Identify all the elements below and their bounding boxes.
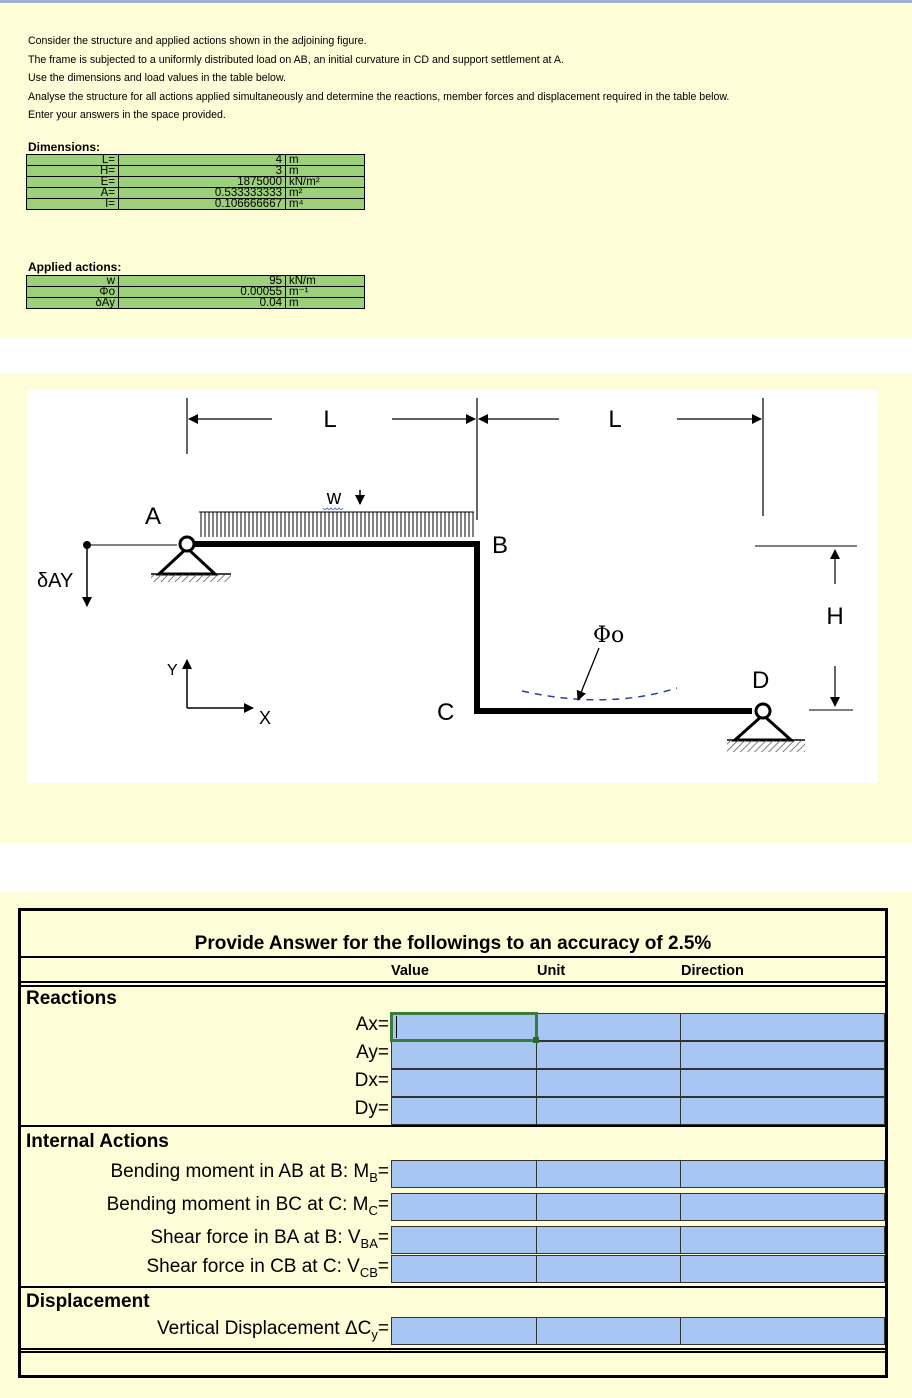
col-value-header: Value [391,963,429,979]
curvature-arrow-icon [578,648,599,700]
label-vba [150,1227,389,1251]
ay-value-cell[interactable] [391,1041,537,1069]
group-internal: Internal Actions [26,1131,169,1152]
dim-value[interactable]: 1875000 [119,177,286,188]
dim-unit: m⁴ [286,199,365,210]
fill-handle[interactable] [533,1037,539,1043]
label-ax: Ax= [355,1014,389,1035]
act-label: Φo [27,287,119,298]
dim-value[interactable]: 0.106666667 [119,199,286,210]
label-vcb-sub: CB [359,1264,378,1280]
node-B-label: B [492,532,509,559]
act-unit: kN/m [286,276,365,287]
vcb-unit-cell[interactable] [536,1255,681,1283]
act-value[interactable]: 0.04 [119,298,286,309]
dim-unit: kN/m² [286,177,365,188]
dy-direction-cell[interactable] [680,1097,885,1125]
label-vba-sub: BA [360,1235,378,1251]
label-vcb-text: Shear force in CB at C: V [146,1256,360,1277]
label-dcy-eq: = [377,1318,389,1339]
group-reactions: Reactions [26,988,117,1009]
frame-svg [27,390,878,783]
dx-unit-cell[interactable] [536,1069,681,1097]
dim-label: L= [27,155,119,166]
intro-line: Analyse the structure for all actions applied simultaneously and determine the reactions, member forces and displacement required in the table below. [28,90,730,103]
label-vba-text: Shear force in BA at B: V [150,1227,361,1248]
intro-line: The frame is subjected to a uniformly distributed load on AB, an initial curvature in CD and support settlement at A. [28,53,564,66]
dim-unit: m [286,166,365,177]
act-row-phi [27,287,365,298]
answer-title: Provide Answer for the followings to an accuracy of 2.5% [194,933,712,954]
label-ay: Ay= [356,1042,389,1063]
frame-members [187,544,752,711]
answer-table [18,908,888,1378]
dimensions-title: Dimensions: [28,140,101,154]
vba-direction-cell[interactable] [680,1226,885,1254]
axis-y-label: Y [167,662,178,679]
label-mb-eq: = [377,1161,389,1182]
label-dcy-sub: y [371,1326,378,1342]
vcb-direction-cell[interactable] [680,1255,885,1283]
label-dcy [157,1318,389,1342]
dim-unit: m [286,155,365,166]
ax-unit-cell[interactable] [536,1013,681,1041]
mb-direction-cell[interactable] [680,1160,885,1188]
dimension-L2 [479,398,763,516]
selected-cell-outline[interactable] [391,1013,537,1041]
divider [21,1351,885,1353]
dim-row-H [27,166,365,177]
dim-row-L [27,155,365,166]
ay-direction-cell[interactable] [680,1041,885,1069]
text-cursor [396,1016,397,1038]
act-row-dAy [27,298,365,309]
dim-L2-label: L [608,406,622,433]
mb-value-cell[interactable] [391,1160,537,1188]
act-label: w [27,276,119,287]
node-A-label: A [145,503,162,530]
distributed-load [199,512,474,537]
label-mc-sub: C [368,1202,378,1218]
dcy-unit-cell[interactable] [536,1317,681,1345]
dx-direction-cell[interactable] [680,1069,885,1097]
act-value[interactable]: 0.00055 [119,287,286,298]
mc-unit-cell[interactable] [536,1193,681,1221]
label-mb-text: Bending moment in AB at B: M [110,1161,370,1182]
divider [21,981,885,983]
top-border [0,0,912,3]
dim-value[interactable]: 4 [119,155,286,166]
dim-value[interactable]: 0.533333333 [119,188,286,199]
vba-unit-cell[interactable] [536,1226,681,1254]
dimensions-table [26,154,365,210]
dimension-H [755,546,857,710]
group-displacement: Displacement [26,1291,150,1312]
divider [21,956,885,958]
dcy-value-cell[interactable] [391,1317,537,1345]
intro-text [28,32,729,125]
dim-label: H= [27,166,119,177]
intro-line: Consider the structure and applied actions shown in the adjoining figure. [28,35,367,47]
label-dy: Dy= [354,1098,389,1119]
label-dcy-text: Vertical Displacement ΔC [157,1318,372,1339]
node-D-label: D [752,667,770,694]
label-mc [107,1194,389,1218]
frame-diagram [27,390,878,783]
ax-direction-cell[interactable] [680,1013,885,1041]
dim-row-E [27,177,365,188]
dim-unit: m² [286,188,365,199]
label-vba-eq: = [377,1227,389,1248]
divider [21,1348,885,1350]
settlement-label: δAY [37,570,74,592]
divider [21,1125,885,1127]
dim-row-A [27,188,365,199]
vba-value-cell[interactable] [391,1226,537,1254]
act-label: δAy [27,298,119,309]
dim-H-label: H [826,603,844,630]
divider [21,985,885,987]
axis-x-label: X [259,708,272,728]
actions-table [26,275,365,309]
dx-value-cell[interactable] [391,1069,537,1097]
curvature-curve [522,688,677,700]
divider [21,1286,885,1288]
label-vcb [147,1256,390,1280]
dim-label: I= [27,199,119,210]
act-unit: m⁻¹ [286,287,365,298]
actions-title: Applied actions: [28,260,122,274]
dim-label: A= [27,188,119,199]
label-mc-eq: = [377,1194,389,1215]
label-mc-text: Bending moment in BC at C: M [106,1194,369,1215]
col-direction-header: Direction [681,963,744,979]
dim-value[interactable]: 3 [119,166,286,177]
problem-panel [0,4,912,338]
label-mb-sub: B [369,1169,378,1185]
dim-label: E= [27,177,119,188]
label-mb [110,1161,389,1185]
node-C-label: C [437,699,455,726]
load-label: w [326,487,342,509]
intro-line: Enter your answers in the space provided. [28,109,226,122]
dcy-direction-cell[interactable] [680,1317,885,1345]
intro-line: Use the dimensions and load values in the table below. [28,72,286,85]
vcb-value-cell[interactable] [391,1255,537,1283]
axes-icon [187,660,253,708]
ay-unit-cell[interactable] [536,1041,681,1069]
act-value[interactable]: 95 [119,276,286,287]
col-unit-header: Unit [537,963,566,979]
dim-L1-label: L [323,406,337,433]
mc-value-cell[interactable] [391,1193,537,1221]
dy-unit-cell[interactable] [536,1097,681,1125]
dy-value-cell[interactable] [391,1097,537,1125]
curvature-label: Φo [593,623,625,648]
act-row-w [27,276,365,287]
mb-unit-cell[interactable] [536,1160,681,1188]
dim-row-I [27,199,365,210]
mc-direction-cell[interactable] [680,1193,885,1221]
label-dx: Dx= [354,1070,389,1091]
label-vcb-eq: = [377,1256,389,1277]
act-unit: m [286,298,365,309]
